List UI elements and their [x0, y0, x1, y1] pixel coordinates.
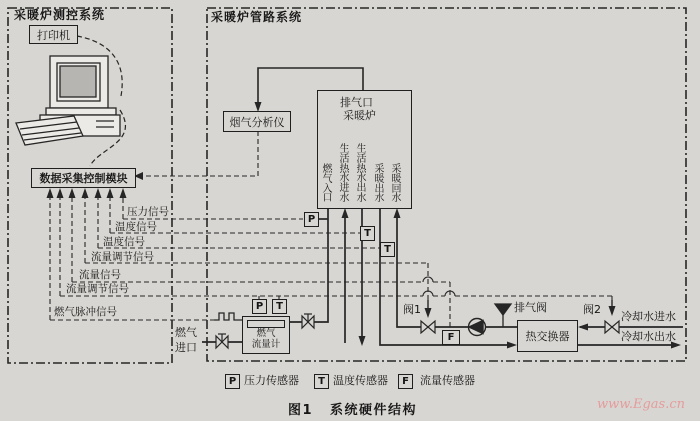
vent-valve-icon [495, 304, 511, 327]
legend-temperature-icon: T [314, 374, 329, 389]
printer-label-box: 打印机 [29, 25, 78, 44]
temperature-sensor-icon-2: T [380, 242, 395, 257]
legend-flow-label: 流量传感器 [420, 374, 475, 387]
signal-flow-regulate-1: 流量调节信号 [91, 251, 154, 263]
gas-outlet-valve-icon [302, 314, 314, 328]
data-acquisition-module: 数据采集控制模块 [31, 168, 136, 188]
temperature-sensor-icon-1: T [360, 226, 375, 241]
furnace-name-label: 采暖炉 [343, 109, 376, 122]
legend-pressure-label: 压力传感器 [244, 374, 299, 387]
meter-display [247, 320, 285, 328]
signal-gas-pulse: 燃气脉冲信号 [54, 306, 117, 318]
piping-system-title: 采暖炉管路系统 [211, 10, 303, 24]
meter-label-line2: 流量计 [251, 338, 281, 350]
gas-inlet-label-line2: 进口 [175, 341, 197, 354]
watermark: www.Egas.cn [597, 397, 685, 412]
gas-inlet-label-line1: 燃气 [175, 326, 197, 339]
computer-illustration [16, 56, 120, 145]
signal-temperature-1: 温度信号 [115, 221, 157, 233]
furnace-port-heating-return: 采暖回水 [391, 164, 402, 205]
legend-temperature-label: 温度传感器 [333, 374, 388, 387]
legend-flow-icon: F [398, 374, 413, 389]
figure-number: 图1 [288, 403, 314, 418]
valve1-label: 阀1 [403, 303, 421, 316]
cooling-out-label: 冷却水出水 [621, 330, 676, 343]
vent-valve-label: 排气阀 [514, 301, 547, 314]
furnace-port-dhw-in: 生活热水进水 [339, 144, 350, 204]
signal-flow-regulate-2: 流量调节信号 [66, 283, 129, 295]
furnace-port-gas-inlet: 燃气入口 [322, 164, 333, 205]
control-system-title: 采暖炉测控系统 [14, 8, 106, 22]
meter-label-line1: 燃气 [256, 328, 276, 339]
pulse-signal-glyph [214, 313, 242, 320]
heat-exchanger: 热交换器 [517, 320, 578, 352]
analyzer-feedback-line [140, 131, 258, 176]
signal-temperature-2: 温度信号 [103, 236, 145, 248]
cooling-in-label: 冷却水进水 [621, 310, 676, 323]
pressure-sensor-icon-furnace: P [304, 212, 319, 227]
furnace-port-heating-out: 采暖出水 [374, 164, 385, 205]
figure-title: 系统硬件结构 [330, 403, 418, 418]
furnace-exhaust-label: 排气口 [340, 96, 373, 109]
legend-pressure-icon: P [225, 374, 240, 389]
signal-flow: 流量信号 [79, 269, 121, 281]
signal-pressure: 压力信号 [127, 206, 169, 218]
flow-sensor-icon: F [442, 330, 460, 345]
pressure-sensor-icon-meter: P [252, 299, 267, 314]
valve1-icon [421, 321, 435, 333]
valve2-icon [605, 321, 619, 333]
flue-gas-analyzer: 烟气分析仪 [223, 111, 291, 132]
valve2-label: 阀2 [583, 303, 601, 316]
furnace-port-dhw-out: 生活热水出水 [356, 144, 367, 204]
temperature-sensor-icon-meter: T [272, 299, 287, 314]
gas-flow-meter [242, 316, 290, 354]
gas-inlet-valve-icon [216, 334, 228, 348]
pump-icon [469, 319, 486, 336]
